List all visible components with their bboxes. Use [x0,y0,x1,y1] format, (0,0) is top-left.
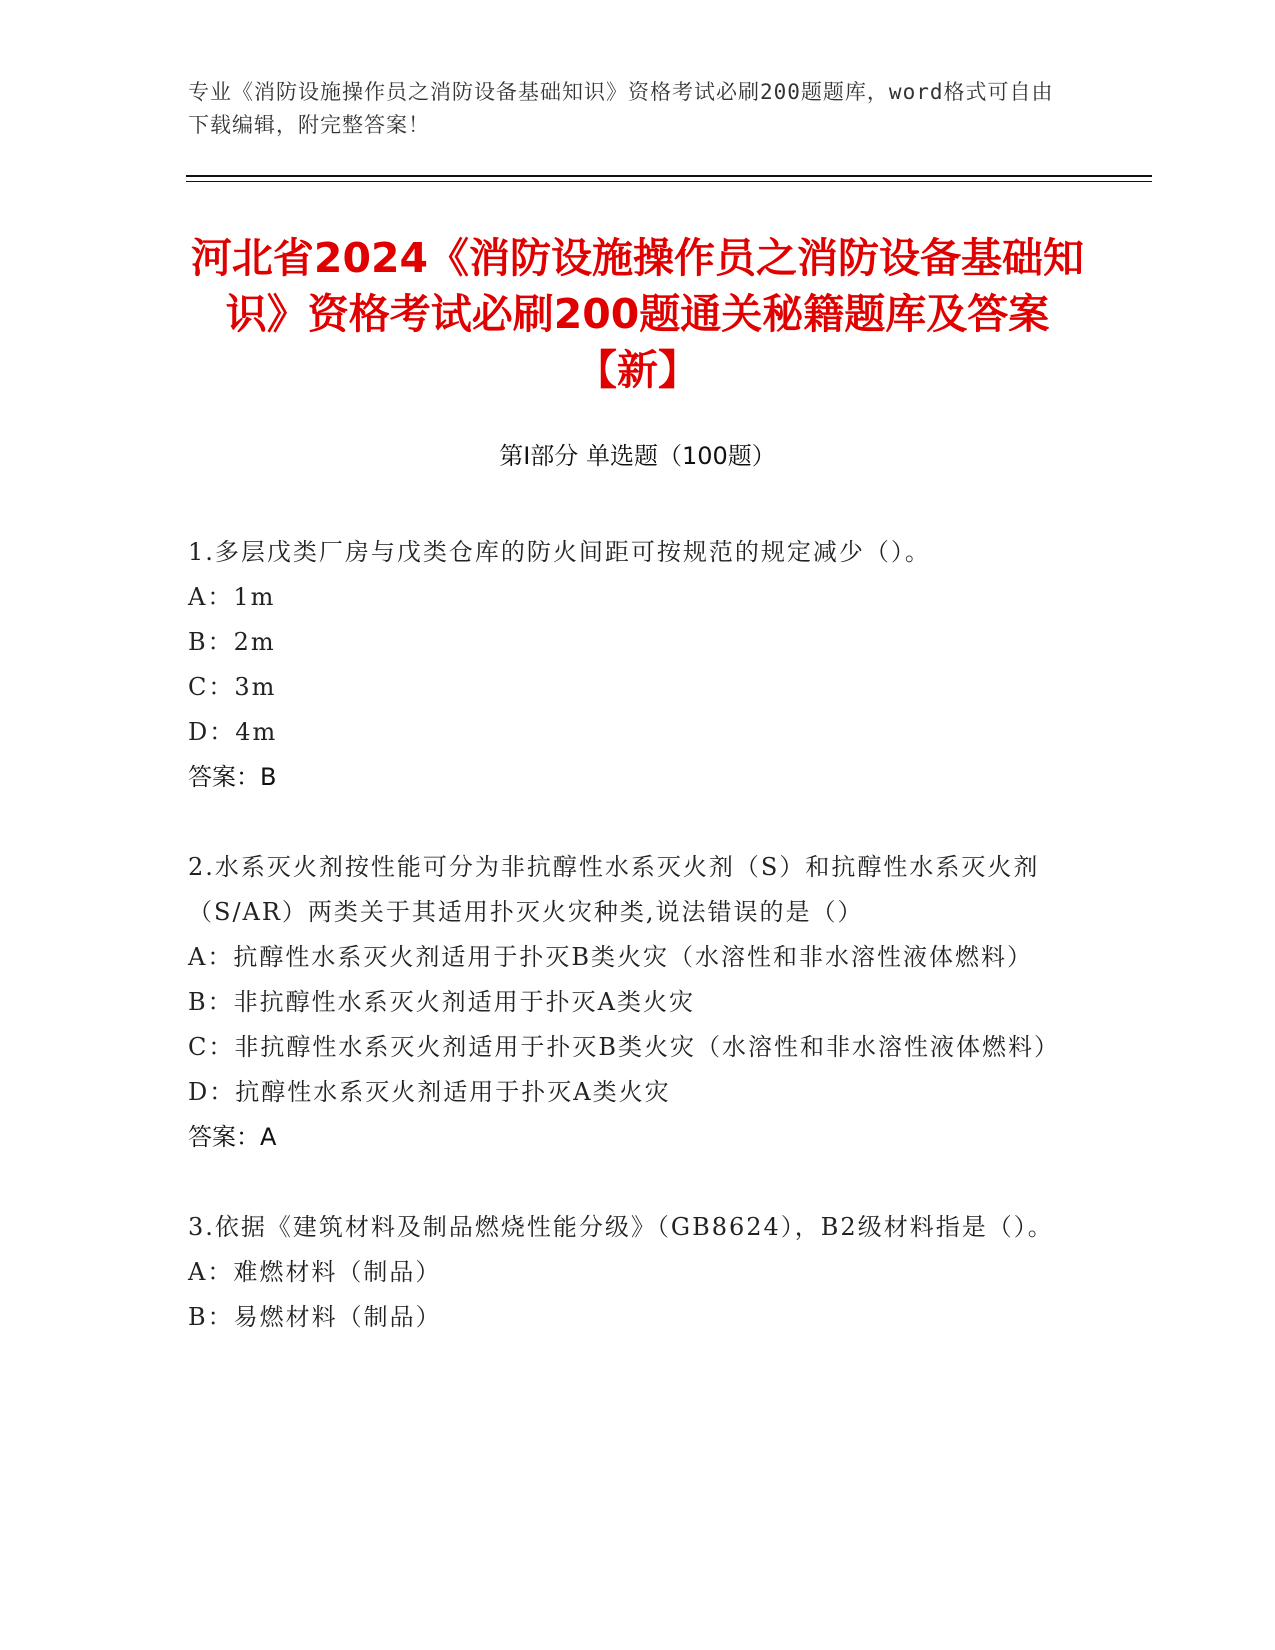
option-a: A：难燃材料（制品） [188,1258,442,1286]
question-1 [188,530,1068,800]
answer-line: 答案：A [188,1123,277,1151]
header-note: 专业《消防设施操作员之消防设备基础知识》资格考试必刷200题题库，word格式可自由下载编辑，附完整答案！ [188,80,1054,137]
question-2 [188,845,1068,1160]
option-b: B：非抗醇性水系灭火剂适用于扑灭A类火灾 [188,988,695,1016]
option-a: A：抗醇性水系灭火剂适用于扑灭B类火灾（水溶性和非水溶性液体燃料） [188,943,1033,971]
answer-line: 答案：B [188,763,277,791]
header-divider-thin [186,181,1152,182]
question-list [188,530,1068,1385]
option-b: B：2m [188,628,276,656]
question-stem: 3.依据《建筑材料及制品燃烧性能分级》（GB8624），B2级材料指是（）。 [188,1213,1054,1241]
header-divider-thick [186,175,1152,177]
section-heading: 第I部分 单选题（100题） [499,442,776,470]
question-stem: 1.多层戊类厂房与戊类仓库的防火间距可按规范的规定减少（）。 [188,538,931,566]
option-d: D：4m [188,718,278,746]
option-c: C：3m [188,673,277,701]
document-title: 河北省2024《消防设施操作员之消防设备基础知识》资格考试必刷200题通关秘籍题库及答案【新】 [190,234,1085,394]
option-b: B：易燃材料（制品） [188,1303,442,1331]
option-a: A：1m [188,583,276,611]
option-d: D：抗醇性水系灭火剂适用于扑灭A类火灾 [188,1078,671,1106]
question-3 [188,1205,1068,1340]
option-c: C：非抗醇性水系灭火剂适用于扑灭B类火灾（水溶性和非水溶性液体燃料） [188,1033,1060,1061]
question-stem: 2.水系灭火剂按性能可分为非抗醇性水系灭火剂（S）和抗醇性水系灭火剂（S/AR）两类关于其适用扑灭火灾种类,说法错误的是（） [188,853,1040,926]
